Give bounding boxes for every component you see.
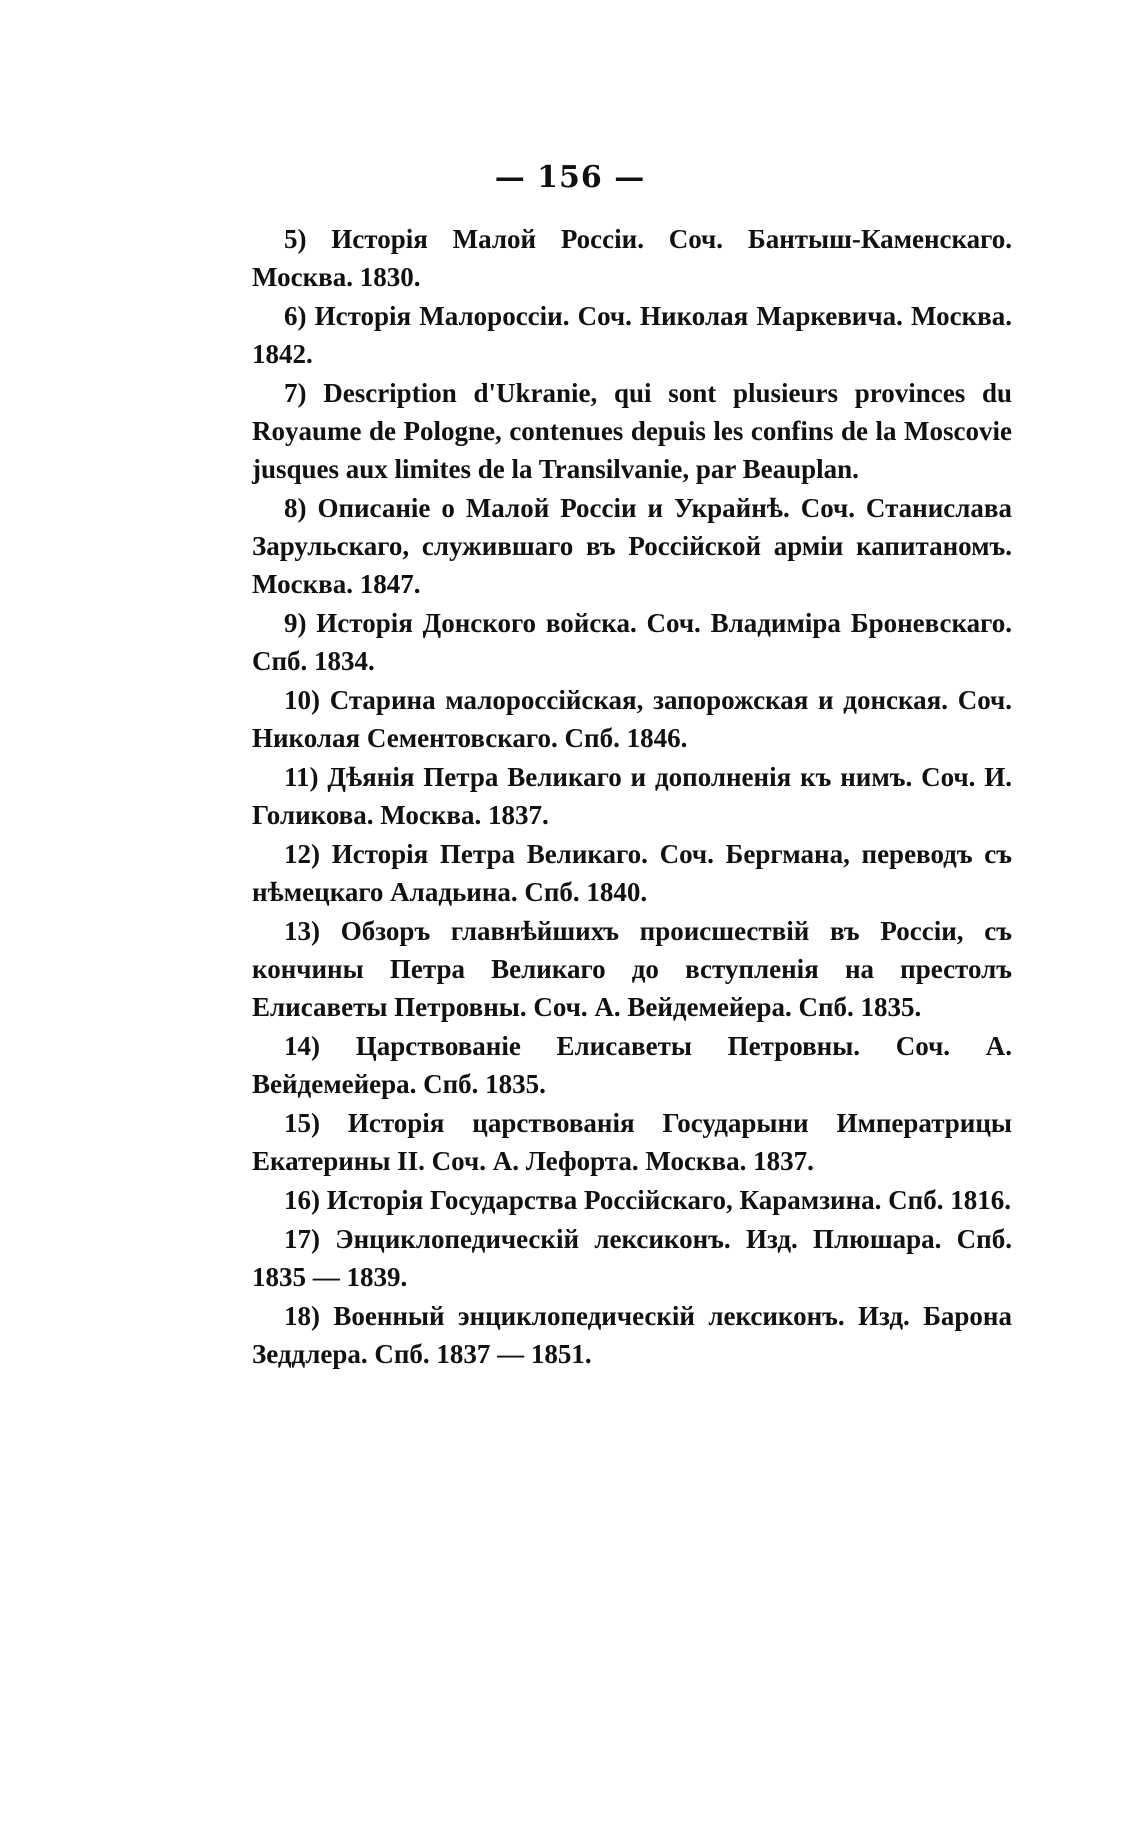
bibliography-entry-14: 14) Царствованіе Елисаветы Петровны. Соч. А. Вейдемейера. Спб. 1835.: [252, 1031, 1012, 1099]
bibliography-entry-5: 5) Исторія Малой Россіи. Соч. Бантыш-Каменскаго. Москва. 1830.: [252, 224, 1012, 292]
bibliography-entry-12: 12) Исторія Петра Великаго. Соч. Бергмана, переводъ съ нѣмецкаго Аладьина. Спб. 1840.: [252, 839, 1012, 907]
bibliography-entry-10: 10) Старина малороссійская, запорожская и донская. Соч. Николая Сементовскаго. Спб. 1846.: [252, 685, 1012, 753]
bibliography-entry-8: 8) Описаніе о Малой Россіи и Украйнѣ. Соч. Станислава Зарульскаго, служившаго въ Россійской арміи капитаномъ. Москва. 1847.: [252, 493, 1012, 599]
page-number: — 156 —: [494, 160, 646, 195]
bibliography-entry-16: 16) Исторія Государства Россійскаго, Карамзина. Спб. 1816.: [284, 1185, 1011, 1215]
bibliography-entry-13: 13) Обзоръ главнѣйшихъ происшествій въ Россіи, съ кончины Петра Великаго до вступленія на престолъ Елисаветы Петровны. Соч. А. Вейдемейера. Спб. 1835.: [252, 916, 1012, 1022]
bibliography-entry-15: 15) Исторія царствованія Государыни Императрицы Екатерины II. Соч. А. Лефорта. Москва. 1837.: [252, 1108, 1012, 1176]
bibliography-entry-6: 6) Исторія Малороссіи. Соч. Николая Маркевича. Москва. 1842.: [252, 301, 1012, 369]
bibliography-list: [252, 220, 1012, 1374]
bibliography-entry-9: 9) Исторія Донского войска. Соч. Владиміра Броневскаго. Спб. 1834.: [252, 608, 1012, 676]
bibliography-entry-18: 18) Военный энциклопедическій лексиконъ. Изд. Барона Зеддлера. Спб. 1837 — 1851.: [252, 1301, 1012, 1369]
bibliography-entry-17: 17) Энциклопедическій лексиконъ. Изд. Плюшара. Спб. 1835 — 1839.: [252, 1224, 1012, 1292]
bibliography-entry-11: 11) Дѣянія Петра Великаго и дополненія къ нимъ. Соч. И. Голикова. Москва. 1837.: [252, 762, 1012, 830]
bibliography-entry-7: 7) Description d'Ukranie, qui sont plusieurs provinces du Royaume de Pologne, contenues depuis les confins de la Moscovie jusques aux limites de la Transilvanie, par Beauplan.: [252, 378, 1012, 484]
